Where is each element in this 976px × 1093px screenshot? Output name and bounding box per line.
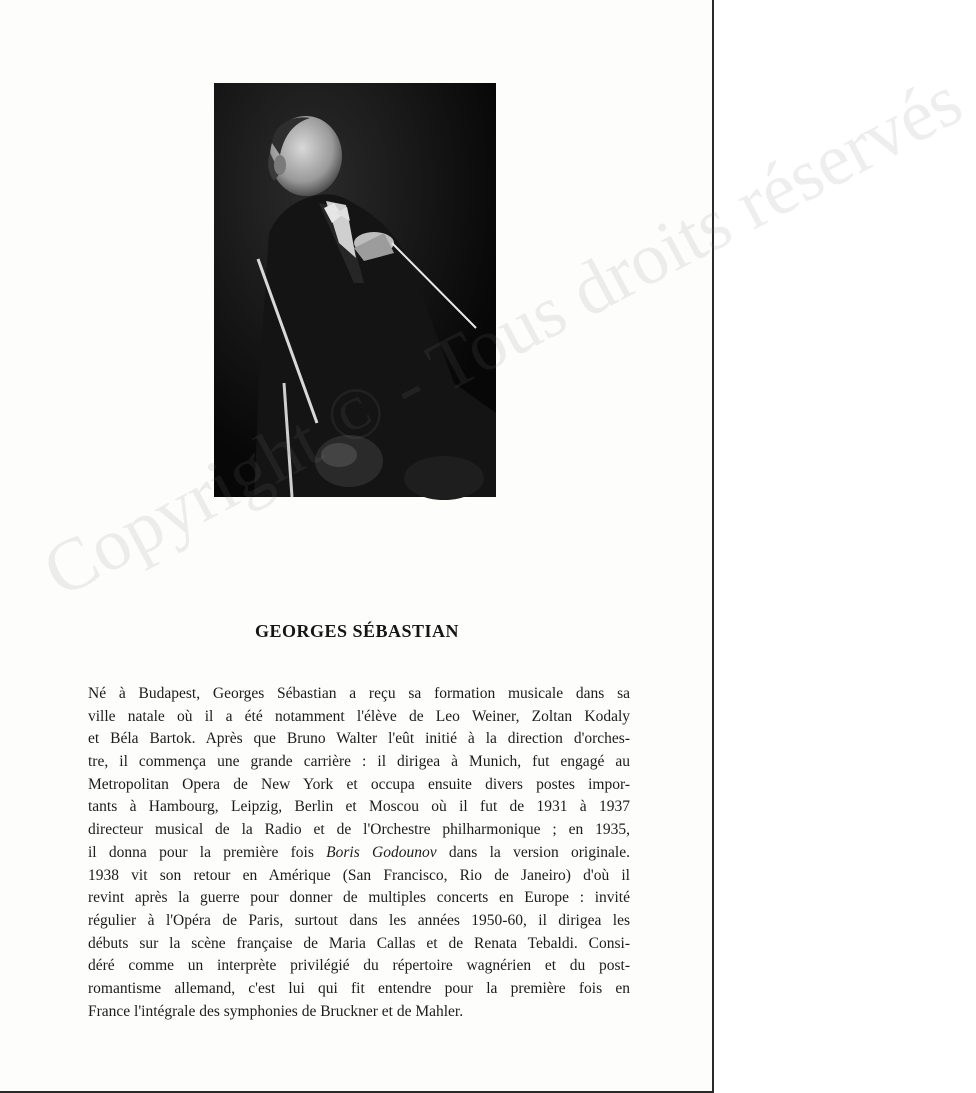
bio-line: tre, il commença une grande carrière : il dirigea à Munich, fut engagé au <box>88 753 630 771</box>
page-title: GEORGES SÉBASTIAN <box>254 621 460 641</box>
bio-line: et Béla Bartok. Après que Bruno Walter l'eût initié à la direction d'orches- <box>88 730 630 748</box>
opera-title: Boris Godounov <box>326 843 437 861</box>
conductor-photo-drawing <box>214 83 496 497</box>
bio-line: régulier à l'Opéra de Paris, surtout dans les années 1950-60, il dirigea les <box>88 911 630 929</box>
bio-line: débuts sur la scène française de Maria Callas et de Renata Tebaldi. Consi- <box>88 934 630 952</box>
bio-text-after-title: dans la version originale. <box>436 843 630 861</box>
bio-text-before-title: il donna pour la première fois <box>88 843 327 861</box>
bio-line: ville natale où il a été notamment l'élève de Leo Weiner, Zoltan Kodaly <box>88 707 630 725</box>
bio-line: Né à Budapest, Georges Sébastian a reçu sa formation musicale dans sa <box>88 685 630 702</box>
biography-text <box>88 683 630 1023</box>
bio-line: 1938 vit son retour en Amérique (San Francisco, Rio de Janeiro) d'où il <box>88 866 630 884</box>
bio-line <box>88 842 630 865</box>
bio-line: Metropolitan Opera de New York et occupa ensuite divers postes impor- <box>88 775 630 793</box>
bio-line: déré comme un interprète privilégié du répertoire wagnérien et du post- <box>88 957 630 975</box>
copyright-watermark: Copyright © - Tous droits réservés <box>30 59 975 614</box>
bio-line: France l'intégrale des symphonies de Bruckner et de Mahler. <box>88 1002 464 1020</box>
conductor-photo <box>214 83 496 497</box>
bio-line: romantisme allemand, c'est lui qui fit entendre pour la première fois en <box>88 979 630 997</box>
bio-line: revint après la guerre pour donner de multiples concerts en Europe : invité <box>88 889 630 907</box>
bio-line: tants à Hambourg, Leipzig, Berlin et Moscou où il fut de 1931 à 1937 <box>88 798 630 816</box>
bio-line: directeur musical de la Radio et de l'Orchestre philharmonique ; en 1935, <box>88 821 630 839</box>
